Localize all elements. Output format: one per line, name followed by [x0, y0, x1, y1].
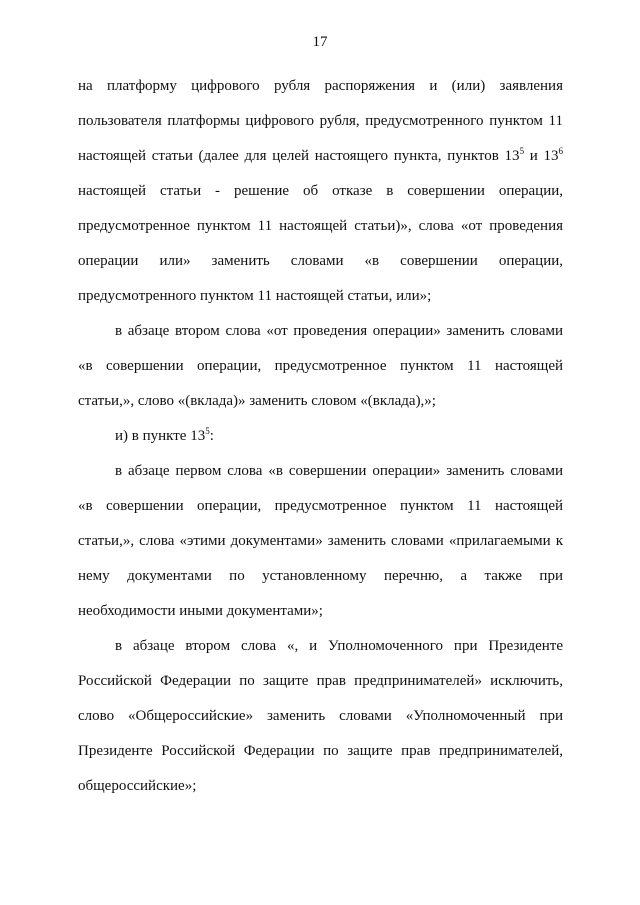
paragraph	[78, 69, 563, 314]
superscript: 6	[558, 146, 564, 156]
paragraph: в абзаце втором слова «от проведения операции» заменить словами «в совершении операции, предусмотренное пунктом 11 настоящей статьи,», слово «(вклада)» заменить словом «(вклада),»;	[78, 323, 563, 409]
paragraph-text: настоящей статьи - решение об отказе в совершении операции, предусмотренное пунктом 11 настоящей статьи)», слова «от проведения операции или» заменить словами «в совершении операции, предусмотренного пунктом 11 настоящей статьи, или»;	[78, 183, 563, 304]
paragraph: в абзаце первом слова «в совершении операции» заменить словами «в совершении операции, предусмотренное пунктом 11 настоящей статьи,», слова «этими документами» заменить словами «прилагаемыми к нему документами по установленному перечню, а также при необходимости иными документами»;	[78, 463, 563, 619]
page-number: 17	[312, 34, 328, 50]
paragraph-text: и 13	[524, 148, 559, 164]
superscript: 5	[519, 146, 525, 156]
paragraph: в абзаце втором слова «, и Уполномоченного при Президенте Российской Федерации по защите прав предпринимателей» исключить, слово «Общероссийские» заменить словами «Уполномоченный при Президенте Российской Федерации по защите прав предпринимателей, общероссийские»;	[78, 638, 563, 794]
document-body	[78, 69, 563, 804]
paragraph-text: на платформу цифрового рубля распоряжения и (или) заявления пользователя платформы цифрового рубля, предусмотренного пунктом 11 настоящей статьи (далее для целей настоящего пункта, пунктов 13	[78, 78, 563, 164]
paragraph	[78, 419, 563, 454]
superscript: 5	[205, 426, 210, 436]
paragraph-text: :	[209, 428, 214, 444]
paragraph-text: и) в пункте 13	[115, 428, 206, 444]
